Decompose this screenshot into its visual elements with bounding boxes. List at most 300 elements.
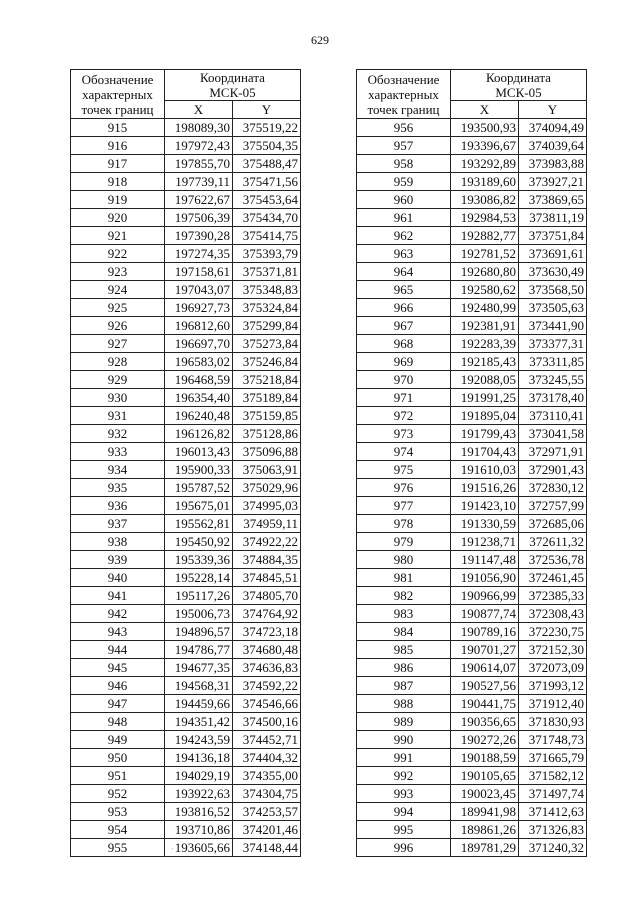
scan-speck <box>172 848 173 849</box>
x-coordinate-cell: 190877,74 <box>451 605 519 623</box>
point-id-cell: 981 <box>357 569 451 587</box>
table-row <box>357 335 587 353</box>
point-id-cell: 985 <box>357 641 451 659</box>
table-row <box>71 677 301 695</box>
point-id-cell: 923 <box>71 263 165 281</box>
x-coordinate-cell: 191238,71 <box>451 533 519 551</box>
x-coordinate-cell: 194896,57 <box>165 623 233 641</box>
x-coordinate-cell: 192283,39 <box>451 335 519 353</box>
table-row <box>71 173 301 191</box>
x-coordinate-cell: 197622,67 <box>165 191 233 209</box>
point-id-cell: 966 <box>357 299 451 317</box>
point-id-cell: 996 <box>357 839 451 857</box>
point-id-cell: 986 <box>357 659 451 677</box>
x-coordinate-cell: 192781,52 <box>451 245 519 263</box>
x-coordinate-cell: 195228,14 <box>165 569 233 587</box>
y-coordinate-cell: 374304,75 <box>233 785 301 803</box>
point-id-cell: 947 <box>71 695 165 713</box>
x-coordinate-cell: 193396,67 <box>451 137 519 155</box>
x-coordinate-cell: 195450,92 <box>165 533 233 551</box>
table-row <box>71 803 301 821</box>
page-number: 629 <box>311 33 329 47</box>
header-id-line: характерных <box>368 86 439 102</box>
x-coordinate-cell: 194459,66 <box>165 695 233 713</box>
table-row <box>71 389 301 407</box>
table-row <box>357 155 587 173</box>
table-row <box>357 353 587 371</box>
point-id-cell: 942 <box>71 605 165 623</box>
y-coordinate-cell: 375519,22 <box>233 119 301 137</box>
y-coordinate-cell: 373751,84 <box>519 227 587 245</box>
x-coordinate-cell: 198089,30 <box>165 119 233 137</box>
x-coordinate-cell: 197855,70 <box>165 155 233 173</box>
x-coordinate-cell: 193292,89 <box>451 155 519 173</box>
point-id-cell: 971 <box>357 389 451 407</box>
point-id-cell: 917 <box>71 155 165 173</box>
y-coordinate-cell: 375096,88 <box>233 443 301 461</box>
header-id-line: Обозначение <box>81 71 154 87</box>
y-coordinate-cell: 373178,40 <box>519 389 587 407</box>
y-coordinate-cell: 372536,78 <box>519 551 587 569</box>
table-row <box>357 803 587 821</box>
table-row <box>71 335 301 353</box>
y-coordinate-cell: 372611,32 <box>519 533 587 551</box>
table-row <box>71 569 301 587</box>
point-id-cell: 935 <box>71 479 165 497</box>
y-coordinate-cell: 373041,58 <box>519 425 587 443</box>
point-id-cell: 941 <box>71 587 165 605</box>
table-row <box>71 731 301 749</box>
y-coordinate-cell: 375414,75 <box>233 227 301 245</box>
y-coordinate-cell: 375128,86 <box>233 425 301 443</box>
table-row <box>71 209 301 227</box>
y-coordinate-cell: 375273,84 <box>233 335 301 353</box>
x-coordinate-cell: 195117,26 <box>165 587 233 605</box>
point-id-cell: 973 <box>357 425 451 443</box>
y-coordinate-cell: 372971,91 <box>519 443 587 461</box>
point-id-cell: 974 <box>357 443 451 461</box>
x-coordinate-cell: 196354,40 <box>165 389 233 407</box>
x-coordinate-cell: 195787,52 <box>165 479 233 497</box>
x-coordinate-cell: 193086,82 <box>451 191 519 209</box>
y-coordinate-cell: 373110,41 <box>519 407 587 425</box>
x-coordinate-cell: 190966,99 <box>451 587 519 605</box>
y-coordinate-cell: 375348,83 <box>233 281 301 299</box>
table-row <box>357 821 587 839</box>
point-id-cell: 940 <box>71 569 165 587</box>
table-row <box>357 533 587 551</box>
header-point-designation <box>357 70 451 119</box>
point-id-cell: 967 <box>357 317 451 335</box>
point-id-cell: 977 <box>357 497 451 515</box>
y-coordinate-cell: 375159,85 <box>233 407 301 425</box>
x-coordinate-cell: 195675,01 <box>165 497 233 515</box>
table-row <box>71 137 301 155</box>
y-coordinate-cell: 375189,84 <box>233 389 301 407</box>
y-coordinate-cell: 372901,43 <box>519 461 587 479</box>
y-coordinate-cell: 372830,12 <box>519 479 587 497</box>
table-row <box>71 821 301 839</box>
point-id-cell: 921 <box>71 227 165 245</box>
y-coordinate-cell: 371830,93 <box>519 713 587 731</box>
x-coordinate-cell: 191610,03 <box>451 461 519 479</box>
table-row <box>71 299 301 317</box>
table-row <box>71 587 301 605</box>
x-coordinate-cell: 189941,98 <box>451 803 519 821</box>
coordinates-table-left <box>70 69 301 857</box>
x-coordinate-cell: 197274,35 <box>165 245 233 263</box>
y-coordinate-cell: 375434,70 <box>233 209 301 227</box>
x-coordinate-cell: 190701,27 <box>451 641 519 659</box>
point-id-cell: 979 <box>357 533 451 551</box>
table-row <box>71 263 301 281</box>
x-coordinate-cell: 190789,16 <box>451 623 519 641</box>
x-coordinate-cell: 193816,52 <box>165 803 233 821</box>
point-id-cell: 988 <box>357 695 451 713</box>
table-row <box>357 731 587 749</box>
y-coordinate-cell: 371582,12 <box>519 767 587 785</box>
table-row <box>357 119 587 137</box>
x-coordinate-cell: 191056,90 <box>451 569 519 587</box>
header-id-line: точек границ <box>81 101 154 117</box>
point-id-cell: 936 <box>71 497 165 515</box>
x-coordinate-cell: 196812,60 <box>165 317 233 335</box>
table-row <box>71 317 301 335</box>
table-row <box>357 569 587 587</box>
y-coordinate-cell: 375324,84 <box>233 299 301 317</box>
point-id-cell: 928 <box>71 353 165 371</box>
x-coordinate-cell: 190105,65 <box>451 767 519 785</box>
table-row <box>357 173 587 191</box>
point-id-cell: 994 <box>357 803 451 821</box>
point-id-cell: 970 <box>357 371 451 389</box>
x-coordinate-cell: 194351,42 <box>165 713 233 731</box>
x-coordinate-cell: 197390,28 <box>165 227 233 245</box>
x-coordinate-cell: 195006,73 <box>165 605 233 623</box>
point-id-cell: 960 <box>357 191 451 209</box>
table-row <box>357 227 587 245</box>
table-row <box>71 443 301 461</box>
point-id-cell: 945 <box>71 659 165 677</box>
y-coordinate-cell: 372385,33 <box>519 587 587 605</box>
y-coordinate-cell: 373869,65 <box>519 191 587 209</box>
y-coordinate-cell: 374546,66 <box>233 695 301 713</box>
x-coordinate-cell: 191147,48 <box>451 551 519 569</box>
x-coordinate-cell: 189861,26 <box>451 821 519 839</box>
point-id-cell: 946 <box>71 677 165 695</box>
table-row <box>71 623 301 641</box>
x-coordinate-cell: 194029,19 <box>165 767 233 785</box>
table-row <box>357 407 587 425</box>
header-x: X <box>165 101 233 119</box>
y-coordinate-cell: 374680,48 <box>233 641 301 659</box>
table-row <box>357 713 587 731</box>
point-id-cell: 959 <box>357 173 451 191</box>
y-coordinate-cell: 372308,43 <box>519 605 587 623</box>
y-coordinate-cell: 371326,83 <box>519 821 587 839</box>
point-id-cell: 929 <box>71 371 165 389</box>
y-coordinate-cell: 372073,09 <box>519 659 587 677</box>
point-id-cell: 922 <box>71 245 165 263</box>
table-row <box>357 317 587 335</box>
point-id-cell: 963 <box>357 245 451 263</box>
y-coordinate-cell: 374500,16 <box>233 713 301 731</box>
x-coordinate-cell: 193500,93 <box>451 119 519 137</box>
y-coordinate-cell: 373568,50 <box>519 281 587 299</box>
x-coordinate-cell: 192984,53 <box>451 209 519 227</box>
x-coordinate-cell: 197972,43 <box>165 137 233 155</box>
y-coordinate-cell: 373983,88 <box>519 155 587 173</box>
table-row <box>71 767 301 785</box>
x-coordinate-cell: 192882,77 <box>451 227 519 245</box>
table-body <box>71 119 301 857</box>
y-coordinate-cell: 371665,79 <box>519 749 587 767</box>
point-id-cell: 953 <box>71 803 165 821</box>
y-coordinate-cell: 373245,55 <box>519 371 587 389</box>
table-row <box>357 209 587 227</box>
x-coordinate-cell: 195900,33 <box>165 461 233 479</box>
x-coordinate-cell: 191704,43 <box>451 443 519 461</box>
y-coordinate-cell: 375029,96 <box>233 479 301 497</box>
y-coordinate-cell: 371993,12 <box>519 677 587 695</box>
point-id-cell: 976 <box>357 479 451 497</box>
y-coordinate-cell: 375504,35 <box>233 137 301 155</box>
x-coordinate-cell: 195339,36 <box>165 551 233 569</box>
x-coordinate-cell: 192580,62 <box>451 281 519 299</box>
point-id-cell: 934 <box>71 461 165 479</box>
x-coordinate-cell: 196240,48 <box>165 407 233 425</box>
y-coordinate-cell: 375471,56 <box>233 173 301 191</box>
x-coordinate-cell: 190614,07 <box>451 659 519 677</box>
y-coordinate-cell: 374592,22 <box>233 677 301 695</box>
table-row <box>357 551 587 569</box>
x-coordinate-cell: 195562,81 <box>165 515 233 533</box>
y-coordinate-cell: 375246,84 <box>233 353 301 371</box>
header-coordinate <box>165 70 301 101</box>
x-coordinate-cell: 197506,39 <box>165 209 233 227</box>
y-coordinate-cell: 374723,18 <box>233 623 301 641</box>
table-row <box>357 461 587 479</box>
table-row <box>357 299 587 317</box>
table-row <box>357 245 587 263</box>
point-id-cell: 978 <box>357 515 451 533</box>
header-coord-line: МСК-05 <box>495 85 542 100</box>
point-id-cell: 957 <box>357 137 451 155</box>
table-row <box>357 371 587 389</box>
x-coordinate-cell: 192680,80 <box>451 263 519 281</box>
y-coordinate-cell: 373927,21 <box>519 173 587 191</box>
table-row <box>71 407 301 425</box>
table-row <box>71 227 301 245</box>
point-id-cell: 969 <box>357 353 451 371</box>
header-id-line: точек границ <box>367 101 440 117</box>
point-id-cell: 916 <box>71 137 165 155</box>
y-coordinate-cell: 373377,31 <box>519 335 587 353</box>
point-id-cell: 930 <box>71 389 165 407</box>
table-row <box>71 371 301 389</box>
table-row <box>71 281 301 299</box>
point-id-cell: 932 <box>71 425 165 443</box>
table-row <box>71 551 301 569</box>
x-coordinate-cell: 191991,25 <box>451 389 519 407</box>
point-id-cell: 944 <box>71 641 165 659</box>
table-row <box>357 137 587 155</box>
x-coordinate-cell: 191516,26 <box>451 479 519 497</box>
header-id-line: Обозначение <box>367 71 440 87</box>
point-id-cell: 982 <box>357 587 451 605</box>
x-coordinate-cell: 194243,59 <box>165 731 233 749</box>
y-coordinate-cell: 374805,70 <box>233 587 301 605</box>
table-row <box>357 263 587 281</box>
point-id-cell: 983 <box>357 605 451 623</box>
point-id-cell: 975 <box>357 461 451 479</box>
x-coordinate-cell: 190023,45 <box>451 785 519 803</box>
y-coordinate-cell: 375299,84 <box>233 317 301 335</box>
point-id-cell: 980 <box>357 551 451 569</box>
point-id-cell: 943 <box>71 623 165 641</box>
table-row <box>357 677 587 695</box>
y-coordinate-cell: 371748,73 <box>519 731 587 749</box>
x-coordinate-cell: 191330,59 <box>451 515 519 533</box>
table-row <box>71 659 301 677</box>
y-coordinate-cell: 374201,46 <box>233 821 301 839</box>
point-id-cell: 990 <box>357 731 451 749</box>
point-id-cell: 939 <box>71 551 165 569</box>
header-point-designation <box>71 70 165 119</box>
y-coordinate-cell: 374039,64 <box>519 137 587 155</box>
table-row <box>357 191 587 209</box>
x-coordinate-cell: 191895,04 <box>451 407 519 425</box>
table-row <box>71 479 301 497</box>
point-id-cell: 950 <box>71 749 165 767</box>
y-coordinate-cell: 375453,64 <box>233 191 301 209</box>
table-row <box>357 389 587 407</box>
point-id-cell: 927 <box>71 335 165 353</box>
point-id-cell: 948 <box>71 713 165 731</box>
y-coordinate-cell: 372152,30 <box>519 641 587 659</box>
table-row <box>357 515 587 533</box>
point-id-cell: 987 <box>357 677 451 695</box>
y-coordinate-cell: 374922,22 <box>233 533 301 551</box>
point-id-cell: 955 <box>71 839 165 857</box>
x-coordinate-cell: 190188,59 <box>451 749 519 767</box>
x-coordinate-cell: 196927,73 <box>165 299 233 317</box>
header-y: Y <box>519 101 587 119</box>
table-row <box>357 749 587 767</box>
point-id-cell: 924 <box>71 281 165 299</box>
point-id-cell: 989 <box>357 713 451 731</box>
point-id-cell: 961 <box>357 209 451 227</box>
x-coordinate-cell: 190527,56 <box>451 677 519 695</box>
point-id-cell: 956 <box>357 119 451 137</box>
header-id-line: характерных <box>82 86 153 102</box>
y-coordinate-cell: 374959,11 <box>233 515 301 533</box>
x-coordinate-cell: 193189,60 <box>451 173 519 191</box>
y-coordinate-cell: 374884,35 <box>233 551 301 569</box>
x-coordinate-cell: 196013,43 <box>165 443 233 461</box>
header-coord-line: Координата <box>486 70 551 85</box>
x-coordinate-cell: 197158,61 <box>165 263 233 281</box>
header-x: X <box>451 101 519 119</box>
point-id-cell: 926 <box>71 317 165 335</box>
y-coordinate-cell: 375371,81 <box>233 263 301 281</box>
point-id-cell: 919 <box>71 191 165 209</box>
y-coordinate-cell: 374094,49 <box>519 119 587 137</box>
y-coordinate-cell: 374253,57 <box>233 803 301 821</box>
point-id-cell: 965 <box>357 281 451 299</box>
y-coordinate-cell: 375488,47 <box>233 155 301 173</box>
y-coordinate-cell: 372757,99 <box>519 497 587 515</box>
point-id-cell: 933 <box>71 443 165 461</box>
point-id-cell: 925 <box>71 299 165 317</box>
point-id-cell: 962 <box>357 227 451 245</box>
table-body <box>357 119 587 857</box>
point-id-cell: 918 <box>71 173 165 191</box>
y-coordinate-cell: 373691,61 <box>519 245 587 263</box>
x-coordinate-cell: 192185,43 <box>451 353 519 371</box>
y-coordinate-cell: 374995,03 <box>233 497 301 515</box>
table-row <box>357 605 587 623</box>
point-id-cell: 954 <box>71 821 165 839</box>
x-coordinate-cell: 191423,10 <box>451 497 519 515</box>
y-coordinate-cell: 373441,90 <box>519 317 587 335</box>
x-coordinate-cell: 197739,11 <box>165 173 233 191</box>
x-coordinate-cell: 190272,26 <box>451 731 519 749</box>
point-id-cell: 964 <box>357 263 451 281</box>
table-row <box>357 497 587 515</box>
table-row <box>357 425 587 443</box>
y-coordinate-cell: 374636,83 <box>233 659 301 677</box>
header-coord-line: Координата <box>200 70 265 85</box>
y-coordinate-cell: 372685,06 <box>519 515 587 533</box>
y-coordinate-cell: 371497,74 <box>519 785 587 803</box>
x-coordinate-cell: 196583,02 <box>165 353 233 371</box>
y-coordinate-cell: 371912,40 <box>519 695 587 713</box>
table-row <box>71 245 301 263</box>
point-id-cell: 984 <box>357 623 451 641</box>
table-row <box>357 659 587 677</box>
y-coordinate-cell: 375063,91 <box>233 461 301 479</box>
table-row <box>357 587 587 605</box>
header-coord-line: МСК-05 <box>209 85 256 100</box>
table-row <box>71 695 301 713</box>
point-id-cell: 937 <box>71 515 165 533</box>
point-id-cell: 972 <box>357 407 451 425</box>
y-coordinate-cell: 374764,92 <box>233 605 301 623</box>
point-id-cell: 915 <box>71 119 165 137</box>
y-coordinate-cell: 371412,63 <box>519 803 587 821</box>
table-row <box>71 353 301 371</box>
table-row <box>71 191 301 209</box>
table-row <box>71 497 301 515</box>
point-id-cell: 951 <box>71 767 165 785</box>
y-coordinate-cell: 373811,19 <box>519 209 587 227</box>
table-row <box>71 425 301 443</box>
coordinates-table-right <box>356 69 587 857</box>
x-coordinate-cell: 193922,63 <box>165 785 233 803</box>
point-id-cell: 952 <box>71 785 165 803</box>
y-coordinate-cell: 373630,49 <box>519 263 587 281</box>
point-id-cell: 991 <box>357 749 451 767</box>
y-coordinate-cell: 373505,63 <box>519 299 587 317</box>
table-row <box>71 515 301 533</box>
x-coordinate-cell: 192480,99 <box>451 299 519 317</box>
table-row <box>71 605 301 623</box>
x-coordinate-cell: 194786,77 <box>165 641 233 659</box>
x-coordinate-cell: 196468,59 <box>165 371 233 389</box>
point-id-cell: 920 <box>71 209 165 227</box>
x-coordinate-cell: 197043,07 <box>165 281 233 299</box>
